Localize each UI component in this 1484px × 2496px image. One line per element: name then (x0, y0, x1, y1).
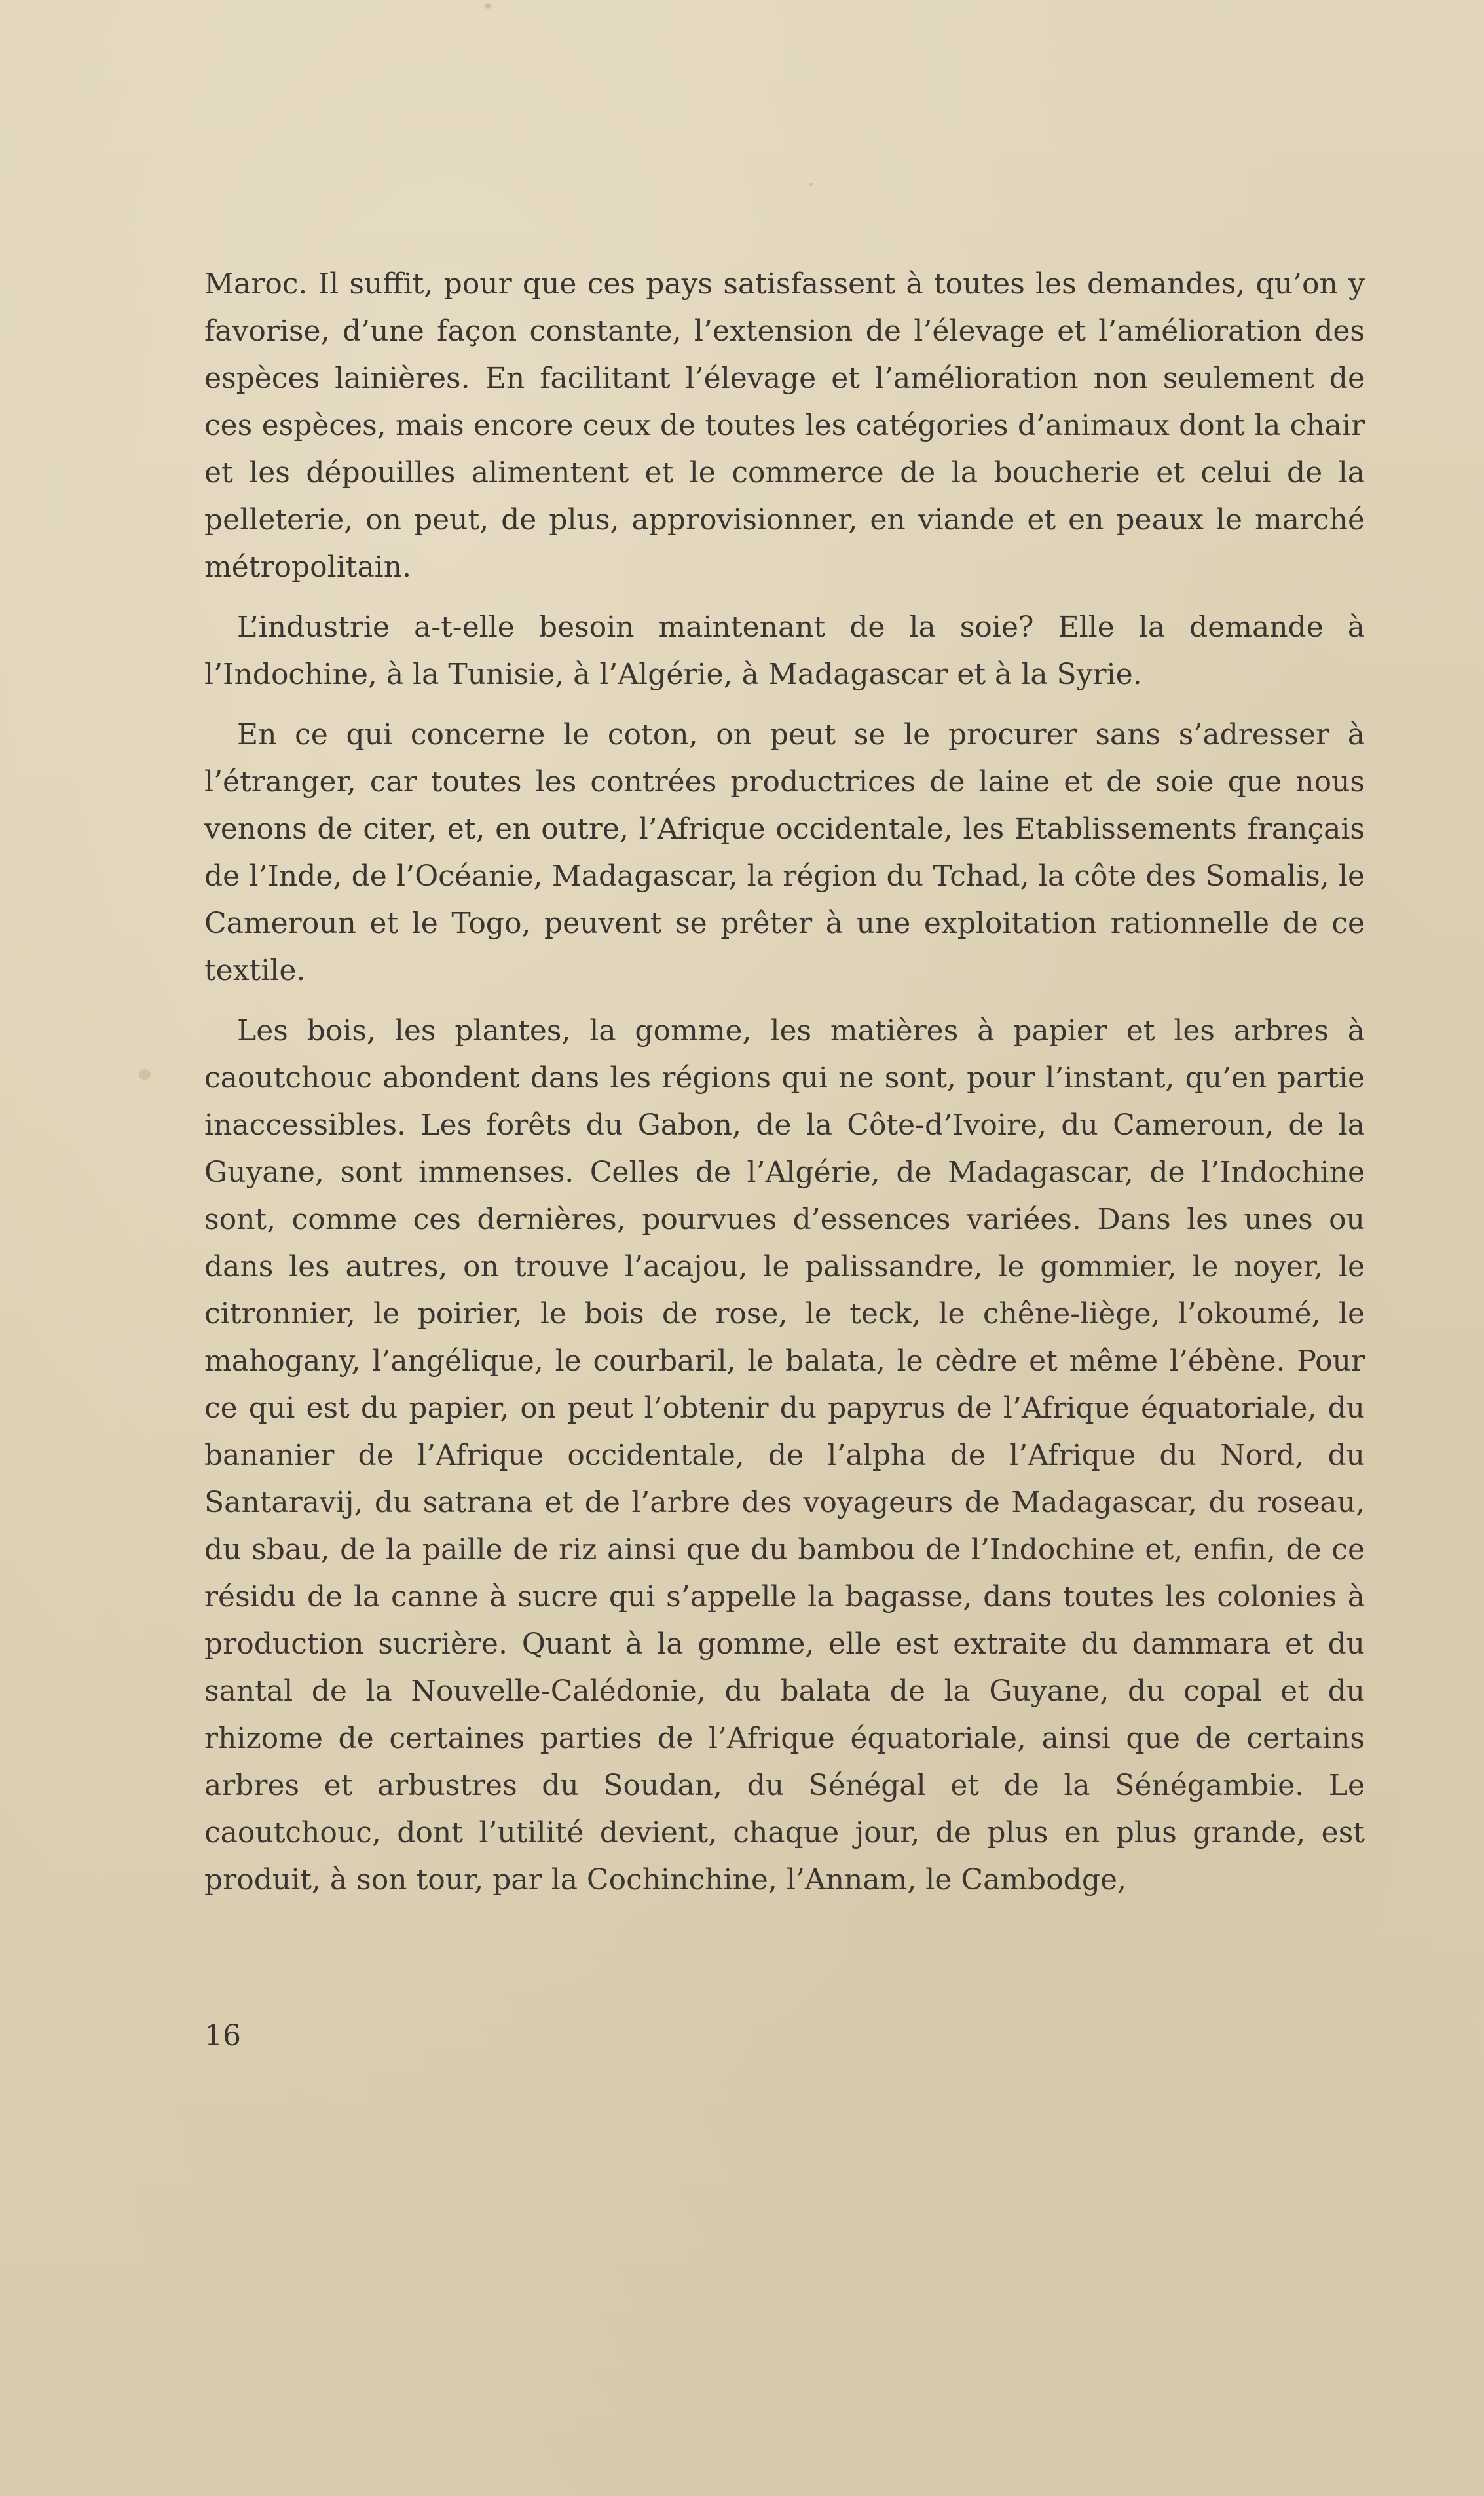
body-text (204, 261, 1365, 1904)
paper-spot (809, 183, 813, 186)
paragraph: Les bois, les plantes, la gomme, les matières à papier et les arbres à caoutchouc abondent dans les régions qui ne sont, pour l’instant, qu’en partie inaccessibles. Les forêts du Gabon, de la Côte-d’Ivoire, du Cameroun, de la Guyane, sont immenses. Celles de l’Algérie, de Madagascar, de l’Indochine sont, comme ces dernières, pourvues d’essences variées. Dans les unes ou dans les autres, on trouve l’acajou, le palissandre, le gommier, le noyer, le citronnier, le poirier, le bois de rose, le teck, le chêne-liège, l’okoumé, le mahogany, l’angélique, le courbaril, le balata, le cèdre et même l’ébène. Pour ce qui est du papier, on peut l’obtenir du papyrus de l’Afrique équatoriale, du bananier de l’Afrique occidentale, de l’alpha de l’Afrique du Nord, du Santaravij, du satrana et de l’arbre des voyageurs de Madagascar, du roseau, du sbau, de la paille de riz ainsi que du bambou de l’Indochine et, enfin, de ce résidu de la canne à sucre qui s’appelle la bagasse, dans toutes les colonies à production sucrière. Quant à la gomme, elle est extraite du dammara et du santal de la Nouvelle-Calédonie, du balata de la Guyane, du copal et du rhizome de certaines parties de l’Afrique équatoriale, ainsi que de certains arbres et arbustres du Soudan, du Sénégal et de la Sénégambie. Le caoutchouc, dont l’utilité devient, chaque jour, de plus en plus grande, est produit, à son tour, par la Cochinchine, l’Annam, le Cambodge, (204, 1014, 1365, 1897)
page-number: 16 (204, 2019, 241, 2052)
paragraph: Maroc. Il suffit, pour que ces pays satisfassent à toutes les demandes, qu’on y favorise, d’une façon constante, l’extension de l’élevage et l’amélioration des espèces lainières. En facilitant l’élevage et l’amélioration non seulement de ces espèces, mais encore ceux de toutes les catégories d’animaux dont la chair et les dépouilles alimentent et le commerce de la boucherie et celui de la pelleterie, on peut, de plus, approvisionner, en viande et en peaux le marché métropolitain. (204, 267, 1365, 584)
paragraph: En ce qui concerne le coton, on peut se le procurer sans s’adresser à l’étranger, car toutes les contrées productrices de laine et de soie que nous venons de citer, et, en outre, l’Afrique occidentale, les Etablissements français de l’Inde, de l’Océanie, Madagascar, la région du Tchad, la côte des Somalis, le Cameroun et le Togo, peuvent se prêter à une exploitation rationnelle de ce textile. (204, 718, 1365, 987)
paper-spot (139, 1069, 151, 1080)
paragraph: L’industrie a-t-elle besoin maintenant de la soie? Elle la demande à l’Indochine, à la Tunisie, à l’Algérie, à Madagascar et à la Syrie. (204, 611, 1365, 691)
paper-spot (485, 3, 491, 9)
